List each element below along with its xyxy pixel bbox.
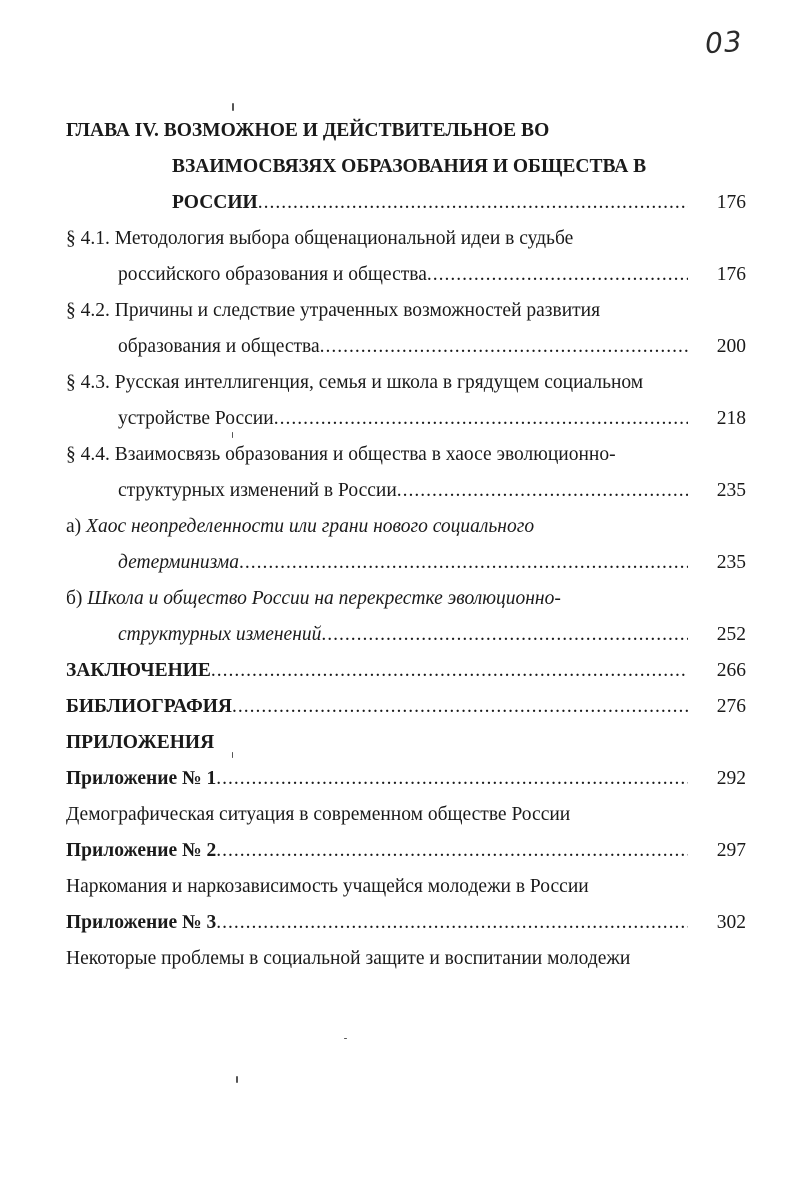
appendix-2-description: Наркомания и наркозависимость учащейся молодежи в России <box>66 876 589 897</box>
leader-dots <box>216 908 688 938</box>
appendix-3-entry[interactable] <box>66 908 746 938</box>
appendix-2-entry[interactable] <box>66 836 746 866</box>
page-number: 266 <box>716 660 746 681</box>
chapter-title-entry[interactable] <box>172 188 746 218</box>
page-number: 276 <box>716 696 746 717</box>
leader-dots <box>321 620 688 650</box>
scan-speck <box>344 1038 347 1039</box>
bibliography-entry[interactable] <box>66 692 746 722</box>
subsection-b-line-1 <box>66 584 561 614</box>
page-number: 302 <box>716 912 746 933</box>
page-number: 252 <box>716 624 746 645</box>
section-4-2-line-2: образования и общества <box>118 336 320 357</box>
page-number: 218 <box>716 408 746 429</box>
appendix-3-label: Приложение № 3 <box>66 912 217 933</box>
leader-dots <box>216 764 688 794</box>
leader-dots <box>232 692 688 722</box>
page-number: 235 <box>716 480 746 501</box>
section-4-2-entry[interactable] <box>118 332 746 362</box>
leader-dots <box>274 404 688 434</box>
appendices-heading: ПРИЛОЖЕНИЯ <box>66 732 215 753</box>
appendix-1-label: Приложение № 1 <box>66 768 217 789</box>
section-4-1-line-2: российского образования и общества <box>118 264 427 285</box>
leader-dots <box>216 836 688 866</box>
chapter-title-line-2: ВЗАИМОСВЯЗЯХ ОБРАЗОВАНИЯ И ОБЩЕСТВА В <box>172 156 647 177</box>
chapter-title-line-1: ГЛАВА IV. ВОЗМОЖНОЕ И ДЕЙСТВИТЕЛЬНОЕ ВО <box>66 120 550 141</box>
subsection-a-line-2: детерминизма <box>118 552 239 573</box>
page-number: 200 <box>716 336 746 357</box>
appendix-1-description: Демографическая ситуация в современном обществе России <box>66 804 571 825</box>
conclusion-entry[interactable] <box>66 656 746 686</box>
section-4-3-entry[interactable] <box>118 404 746 434</box>
page-number: 297 <box>716 840 746 861</box>
subsection-a-line-1 <box>66 512 534 542</box>
scan-speck <box>232 432 233 438</box>
section-4-1-entry[interactable] <box>118 260 746 290</box>
scan-speck <box>232 752 233 758</box>
section-4-3-line-2: устройстве России <box>118 408 274 429</box>
chapter-title-line-3: РОССИИ <box>172 192 258 213</box>
leader-dots <box>397 476 688 506</box>
subsection-b-line-2: структурных изменений <box>118 624 322 645</box>
section-4-3-line-1: § 4.3. Русская интеллигенция, семья и школа в грядущем социальном <box>66 372 644 393</box>
scan-speck <box>236 1076 238 1083</box>
subsection-marker: а) <box>66 516 82 537</box>
appendix-3-description: Некоторые проблемы в социальной защите и воспитании молодежи <box>66 948 631 969</box>
leader-dots <box>258 188 688 218</box>
conclusion-label: ЗАКЛЮЧЕНИЕ <box>66 660 211 681</box>
section-4-2-line-1: § 4.2. Причины и следствие утраченных возможностей развития <box>66 300 601 321</box>
page-number: 176 <box>716 264 746 285</box>
scan-speck <box>232 103 234 111</box>
subsection-title: Школа и общество России на перекрестке эволюционно- <box>87 588 561 609</box>
subsection-marker: б) <box>66 588 83 609</box>
section-4-4-line-1: § 4.4. Взаимосвязь образования и общества в хаосе эволюционно- <box>66 444 616 465</box>
page-number: 292 <box>716 768 746 789</box>
subsection-b-entry[interactable] <box>118 620 746 650</box>
appendix-2-label: Приложение № 2 <box>66 840 217 861</box>
leader-dots <box>239 548 688 578</box>
section-4-4-line-2: структурных изменений в России <box>118 480 397 501</box>
leader-dots <box>427 260 688 290</box>
subsection-a-entry[interactable] <box>118 548 746 578</box>
appendix-1-entry[interactable] <box>66 764 746 794</box>
bibliography-label: БИБЛИОГРАФИЯ <box>66 696 233 717</box>
subsection-title: Хаос неопределенности или грани нового социального <box>86 516 535 537</box>
leader-dots <box>211 656 688 686</box>
handwritten-page-note: 03 <box>703 24 744 61</box>
leader-dots <box>320 332 688 362</box>
section-4-1-line-1: § 4.1. Методология выбора общенациональной идеи в судьбе <box>66 228 574 249</box>
page-number: 176 <box>716 192 746 213</box>
section-4-4-entry[interactable] <box>118 476 746 506</box>
page-number: 235 <box>716 552 746 573</box>
